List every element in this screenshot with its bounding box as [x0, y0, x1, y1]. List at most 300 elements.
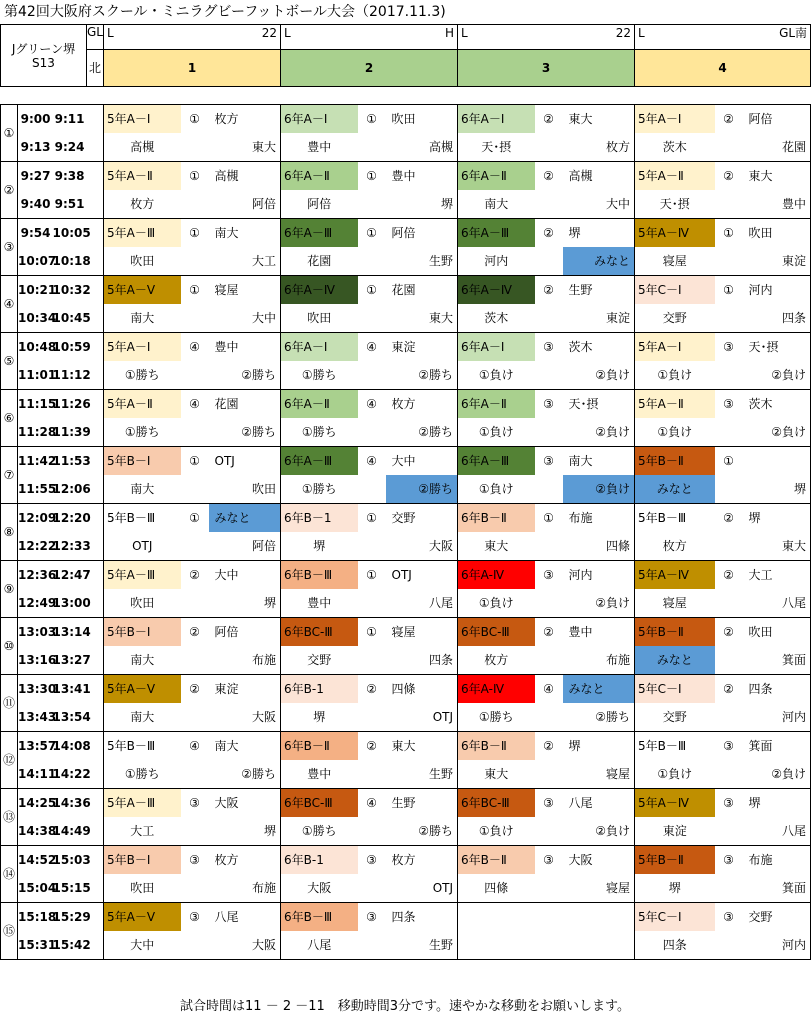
- referee-marker: ③: [535, 561, 563, 590]
- team-name: 高槻: [104, 133, 181, 162]
- team-name: 天･摂: [563, 390, 635, 419]
- team-name: 茨木: [635, 133, 715, 162]
- end-time: 15:15: [53, 874, 87, 903]
- division-label: 6年A－Ⅱ: [458, 390, 535, 419]
- line-right-label: H: [445, 26, 455, 40]
- team-name: 河内: [743, 276, 811, 305]
- referee-marker: ①: [358, 105, 386, 134]
- spacer-cell: [181, 247, 209, 276]
- team-name: ①勝ち: [104, 418, 181, 447]
- start-time: 13:03: [18, 618, 53, 647]
- spacer-cell: [535, 475, 563, 504]
- referee-marker: ②: [535, 618, 563, 647]
- match-row: [1, 732, 811, 761]
- spacer-cell: [535, 418, 563, 447]
- round-number: ①: [1, 105, 18, 162]
- division-label: 6年A－Ⅳ: [281, 276, 358, 305]
- team-name: ②勝ち: [209, 361, 281, 390]
- start-time: 15:18: [18, 903, 53, 932]
- team-name: ①負け: [458, 817, 535, 846]
- referee-marker: ②: [181, 675, 209, 704]
- team-name: 東大: [386, 732, 458, 761]
- team-name: ①負け: [458, 361, 535, 390]
- team-name: 箕面: [743, 646, 811, 675]
- referee-marker: ③: [535, 789, 563, 818]
- start-time: 14:11: [18, 760, 53, 789]
- team-name: 大阪: [209, 789, 281, 818]
- team-name: 生野: [386, 760, 458, 789]
- team-name: 東大: [563, 105, 635, 134]
- team-name: ①勝ち: [104, 361, 181, 390]
- division-label: 6年B－Ⅱ: [281, 732, 358, 761]
- referee-row: [1, 418, 811, 447]
- start-time: 11:28: [18, 418, 53, 447]
- team-name: 吹田: [743, 219, 811, 248]
- referee-row: [1, 874, 811, 903]
- referee-marker: ②: [181, 618, 209, 647]
- spacer-cell: [181, 589, 209, 618]
- referee-marker: ③: [358, 903, 386, 932]
- start-time: 13:16: [18, 646, 53, 675]
- team-name: 阿倍: [281, 190, 358, 219]
- division-label: 5年A－Ⅳ: [635, 789, 715, 818]
- team-name: みなと: [635, 646, 715, 675]
- match-row: [1, 846, 811, 875]
- team-name: 高槻: [386, 133, 458, 162]
- team-name: 大阪: [209, 703, 281, 732]
- line-left-label: L: [638, 26, 645, 40]
- end-time: 13:54: [53, 703, 87, 732]
- referee-marker: ④: [358, 789, 386, 818]
- match-row: [1, 219, 811, 248]
- team-name: 東大: [386, 304, 458, 333]
- referee-marker: ③: [535, 447, 563, 476]
- team-name: 八尾: [743, 589, 811, 618]
- division-label: 5年B－Ⅰ: [104, 618, 181, 647]
- team-name: 枚方: [386, 846, 458, 875]
- team-name: 交野: [635, 703, 715, 732]
- division-label: 5年B－Ⅲ: [635, 504, 715, 533]
- team-name: ②負け: [743, 418, 811, 447]
- referee-marker: ②: [358, 675, 386, 704]
- referee-row: [1, 703, 811, 732]
- division-label: 6年B－1: [281, 504, 358, 533]
- team-name: ②勝ち: [386, 418, 458, 447]
- ground-2-lines: [281, 25, 458, 50]
- team-name: 阿倍: [209, 190, 281, 219]
- team-name: ①勝ち: [281, 361, 358, 390]
- division-label: 6年B-1: [281, 846, 358, 875]
- spacer-cell: [181, 418, 209, 447]
- spacer-cell: [535, 304, 563, 333]
- division-label: 5年A－Ⅱ: [104, 390, 181, 419]
- referee-row: [1, 817, 811, 846]
- team-name: 堺: [209, 589, 281, 618]
- referee-marker: ②: [715, 504, 743, 533]
- team-name: [563, 931, 635, 960]
- start-time: 14:25: [18, 789, 53, 818]
- team-name: 寝屋: [386, 618, 458, 647]
- referee-row: [1, 361, 811, 390]
- division-label: 6年A－Ⅲ: [458, 447, 535, 476]
- team-name: 南大: [104, 646, 181, 675]
- end-time: 13:27: [53, 646, 87, 675]
- header-spacer: [1, 87, 811, 105]
- referee-row: [1, 760, 811, 789]
- team-name: 寝屋: [635, 589, 715, 618]
- team-name: 四条: [743, 675, 811, 704]
- start-time: 9:27: [18, 162, 53, 191]
- referee-marker: ④: [358, 390, 386, 419]
- spacer-cell: [715, 760, 743, 789]
- match-row: [1, 504, 811, 533]
- referee-marker: ③: [181, 789, 209, 818]
- referee-marker: ④: [358, 447, 386, 476]
- end-time: 12:20: [53, 504, 87, 533]
- referee-marker: ②: [715, 561, 743, 590]
- spacer-cell: [358, 247, 386, 276]
- referee-marker: ③: [181, 846, 209, 875]
- spacer-cell: [535, 133, 563, 162]
- team-name: 高槻: [209, 162, 281, 191]
- team-name: 東大: [743, 162, 811, 191]
- round-number: ⑬: [1, 789, 18, 846]
- end-time: 10:45: [53, 304, 87, 333]
- spacer-cell: [715, 361, 743, 390]
- line-right-label: 22: [261, 26, 278, 40]
- ground-1-number: 1: [104, 50, 281, 87]
- spacer-cell: [181, 361, 209, 390]
- referee-row: [1, 475, 811, 504]
- referee-marker: ①: [358, 618, 386, 647]
- spacer-cell: [358, 190, 386, 219]
- referee-marker: ②: [535, 219, 563, 248]
- team-name: 高槻: [563, 162, 635, 191]
- match-row: [1, 105, 811, 134]
- round-number: ⑥: [1, 390, 18, 447]
- referee-marker: ①: [358, 162, 386, 191]
- division-label: 5年A－Ⅱ: [635, 162, 715, 191]
- round-number: ⑮: [1, 903, 18, 960]
- team-name: 交野: [743, 903, 811, 932]
- round-number: ③: [1, 219, 18, 276]
- spacer-cell: [358, 532, 386, 561]
- spacer-cell: [358, 874, 386, 903]
- start-time: 12:49: [18, 589, 53, 618]
- team-name: 豊中: [743, 190, 811, 219]
- team-name: 花園: [281, 247, 358, 276]
- spacer-cell: [715, 817, 743, 846]
- team-name: ②負け: [563, 361, 635, 390]
- team-name: [743, 447, 811, 476]
- referee-marker: ①: [181, 447, 209, 476]
- referee-marker: ①: [715, 447, 743, 476]
- spacer-cell: [535, 589, 563, 618]
- team-name: 阿倍: [209, 618, 281, 647]
- team-name: 阿倍: [386, 219, 458, 248]
- page-title: 第42回大阪府スクール・ミニラグビーフットボール大会（2017.11.3): [4, 4, 446, 20]
- team-name: 東淀: [743, 247, 811, 276]
- referee-row: [1, 589, 811, 618]
- spacer-cell: [181, 703, 209, 732]
- ground-4-number: 4: [635, 50, 811, 87]
- division-label: 6年A－Ⅱ: [458, 162, 535, 191]
- start-time: 10:34: [18, 304, 53, 333]
- division-label: 5年B－Ⅱ: [635, 618, 715, 647]
- team-name: 吹田: [743, 618, 811, 647]
- spacer-cell: [535, 361, 563, 390]
- spacer-cell: [358, 760, 386, 789]
- referee-marker: ③: [715, 333, 743, 362]
- spacer-cell: [358, 418, 386, 447]
- referee-row: [1, 304, 811, 333]
- division-label: 6年A－Ⅲ: [281, 447, 358, 476]
- team-name: 吹田: [209, 475, 281, 504]
- referee-marker: ④: [181, 390, 209, 419]
- end-time: 10:59: [53, 333, 87, 362]
- team-name: 大工: [743, 561, 811, 590]
- division-label: 5年B－Ⅲ: [104, 504, 181, 533]
- spacer-cell: [181, 931, 209, 960]
- end-time: 15:03: [53, 846, 87, 875]
- start-time: 9:54: [18, 219, 53, 248]
- team-name: 大中: [386, 447, 458, 476]
- spacer-cell: [181, 760, 209, 789]
- division-label: 6年B－Ⅲ: [281, 903, 358, 932]
- team-name: 生野: [563, 276, 635, 305]
- division-label: 5年B－Ⅱ: [635, 846, 715, 875]
- schedule-table: [0, 24, 811, 960]
- team-name: 大中: [563, 190, 635, 219]
- team-name: 河内: [743, 703, 811, 732]
- line-left-label: L: [461, 26, 468, 40]
- team-name: 四條: [563, 532, 635, 561]
- team-name: 寝屋: [563, 760, 635, 789]
- referee-marker: ①: [358, 561, 386, 590]
- round-number: ⑩: [1, 618, 18, 675]
- division-label: 6年A－Ⅱ: [281, 390, 358, 419]
- team-name: 八尾: [281, 931, 358, 960]
- division-label: 6年A－Ⅰ: [458, 105, 535, 134]
- referee-marker: [535, 903, 563, 932]
- team-name: 花園: [386, 276, 458, 305]
- spacer-cell: [181, 646, 209, 675]
- round-number: ⑭: [1, 846, 18, 903]
- team-name: 枚方: [209, 846, 281, 875]
- referee-marker: ③: [535, 390, 563, 419]
- team-name: 天･摂: [458, 133, 535, 162]
- team-name: 大阪: [281, 874, 358, 903]
- start-time: 14:38: [18, 817, 53, 846]
- team-name: 大阪: [563, 846, 635, 875]
- team-name: 枚方: [635, 532, 715, 561]
- referee-marker: ④: [535, 675, 563, 704]
- end-time: 9:51: [53, 190, 87, 219]
- end-time: 9:11: [53, 105, 87, 134]
- spacer-cell: [715, 931, 743, 960]
- end-time: 11:39: [53, 418, 87, 447]
- team-name: 布施: [209, 646, 281, 675]
- team-name: ①負け: [635, 361, 715, 390]
- start-time: 9:00: [18, 105, 53, 134]
- division-label: 5年A－Ⅲ: [104, 561, 181, 590]
- division-label: 6年A－Ⅲ: [458, 219, 535, 248]
- team-name: 布施: [743, 846, 811, 875]
- team-name: 河内: [458, 247, 535, 276]
- team-name: 生野: [386, 931, 458, 960]
- spacer-cell: [715, 190, 743, 219]
- gap-cell: [87, 133, 104, 162]
- team-name: 八尾: [386, 589, 458, 618]
- division-label: 6年A-Ⅳ: [458, 675, 535, 704]
- start-time: 11:01: [18, 361, 53, 390]
- start-time: 13:57: [18, 732, 53, 761]
- team-name: 吹田: [104, 589, 181, 618]
- spacer-cell: [715, 418, 743, 447]
- team-name: 大工: [209, 247, 281, 276]
- spacer-cell: [715, 247, 743, 276]
- ground-4-lines: [635, 25, 811, 50]
- team-name: 四條: [458, 874, 535, 903]
- spacer-cell: [358, 817, 386, 846]
- team-name: ①負け: [635, 760, 715, 789]
- division-label: 6年BC-Ⅲ: [281, 618, 358, 647]
- referee-marker: ②: [535, 732, 563, 761]
- referee-marker: ③: [715, 903, 743, 932]
- division-label: 6年A－Ⅰ: [281, 105, 358, 134]
- team-name: OTJ: [104, 532, 181, 561]
- spacer-cell: [358, 361, 386, 390]
- team-name: ②勝ち: [386, 475, 458, 504]
- start-time: 10:21: [18, 276, 53, 305]
- team-name: ②負け: [563, 817, 635, 846]
- end-time: 13:00: [53, 589, 87, 618]
- spacer-cell: [715, 874, 743, 903]
- team-name: 枚方: [563, 133, 635, 162]
- referee-marker: ③: [535, 846, 563, 875]
- spacer-cell: [358, 931, 386, 960]
- gap-cell: [87, 105, 104, 134]
- match-row: [1, 390, 811, 419]
- division-label: 5年A－Ⅳ: [635, 561, 715, 590]
- team-name: 天･摂: [635, 190, 715, 219]
- team-name: 南大: [104, 304, 181, 333]
- team-name: 南大: [563, 447, 635, 476]
- referee-marker: ③: [715, 846, 743, 875]
- division-label: 5年C－Ⅰ: [635, 276, 715, 305]
- spacer-cell: [535, 703, 563, 732]
- team-name: ①負け: [458, 475, 535, 504]
- team-name: ①勝ち: [458, 703, 535, 732]
- team-name: 東淀: [386, 333, 458, 362]
- end-time: 15:42: [53, 931, 87, 960]
- team-name: 堺: [281, 703, 358, 732]
- division-label: 6年A－Ⅲ: [281, 219, 358, 248]
- team-name: 堺: [743, 789, 811, 818]
- team-name: 豊中: [563, 618, 635, 647]
- team-name: 堺: [281, 532, 358, 561]
- team-name: 大中: [209, 304, 281, 333]
- team-name: 堺: [635, 874, 715, 903]
- ground-1-lines: [104, 25, 281, 50]
- end-time: 12:47: [53, 561, 87, 590]
- division-label: 5年B－Ⅱ: [635, 447, 715, 476]
- gap-cell: [87, 190, 104, 219]
- team-name: 大阪: [209, 931, 281, 960]
- team-name: 四條: [386, 675, 458, 704]
- round-number: ⑤: [1, 333, 18, 390]
- start-time: 12:22: [18, 532, 53, 561]
- division-label: 6年B-1: [281, 675, 358, 704]
- referee-marker: ①: [181, 219, 209, 248]
- spacer-cell: [715, 532, 743, 561]
- spacer-cell: [358, 304, 386, 333]
- team-name: 南大: [104, 703, 181, 732]
- team-name: 東淀: [209, 675, 281, 704]
- team-name: 堺: [743, 504, 811, 533]
- spacer-cell: [358, 703, 386, 732]
- start-time: 15:31: [18, 931, 53, 960]
- team-name: 南大: [104, 475, 181, 504]
- spacer-cell: [715, 589, 743, 618]
- team-name: 阿倍: [209, 532, 281, 561]
- team-name: ②負け: [563, 475, 635, 504]
- team-name: 布施: [563, 646, 635, 675]
- ground-3-lines: [458, 25, 635, 50]
- team-name: 四条: [386, 903, 458, 932]
- division-label: 5年A－Ⅳ: [635, 219, 715, 248]
- division-label: 5年B－Ⅰ: [104, 447, 181, 476]
- division-label: 6年A－Ⅰ: [281, 333, 358, 362]
- spacer-cell: [535, 247, 563, 276]
- division-label: 5年A－Ⅴ: [104, 675, 181, 704]
- referee-marker: ②: [535, 276, 563, 305]
- team-name: 天･摂: [743, 333, 811, 362]
- spacer-cell: [715, 304, 743, 333]
- team-name: 枚方: [209, 105, 281, 134]
- team-name: ①勝ち: [104, 760, 181, 789]
- referee-row: [1, 532, 811, 561]
- ground-3-number: 3: [458, 50, 635, 87]
- referee-marker: ③: [181, 903, 209, 932]
- division-label: 6年A－Ⅳ: [458, 276, 535, 305]
- end-time: 15:29: [53, 903, 87, 932]
- referee-marker: ②: [535, 162, 563, 191]
- team-name: ②負け: [563, 589, 635, 618]
- referee-marker: ③: [358, 846, 386, 875]
- referee-marker: ②: [358, 732, 386, 761]
- team-name: 阿倍: [743, 105, 811, 134]
- referee-marker: ②: [715, 105, 743, 134]
- team-name: 布施: [209, 874, 281, 903]
- end-time: 10:32: [53, 276, 87, 305]
- spacer-cell: [181, 475, 209, 504]
- end-time: 11:26: [53, 390, 87, 419]
- team-name: ②勝ち: [209, 760, 281, 789]
- round-number: ⑦: [1, 447, 18, 504]
- team-code: S13: [32, 55, 55, 70]
- spacer-cell: [535, 646, 563, 675]
- start-time: 12:09: [18, 504, 53, 533]
- referee-marker: ②: [535, 105, 563, 134]
- team-name: 南大: [209, 732, 281, 761]
- team-name: ①負け: [458, 589, 535, 618]
- referee-marker: ④: [358, 333, 386, 362]
- team-name: 生野: [386, 789, 458, 818]
- start-time: 10:48: [18, 333, 53, 362]
- referee-marker: ①: [181, 504, 209, 533]
- division-label: 5年C－Ⅰ: [635, 903, 715, 932]
